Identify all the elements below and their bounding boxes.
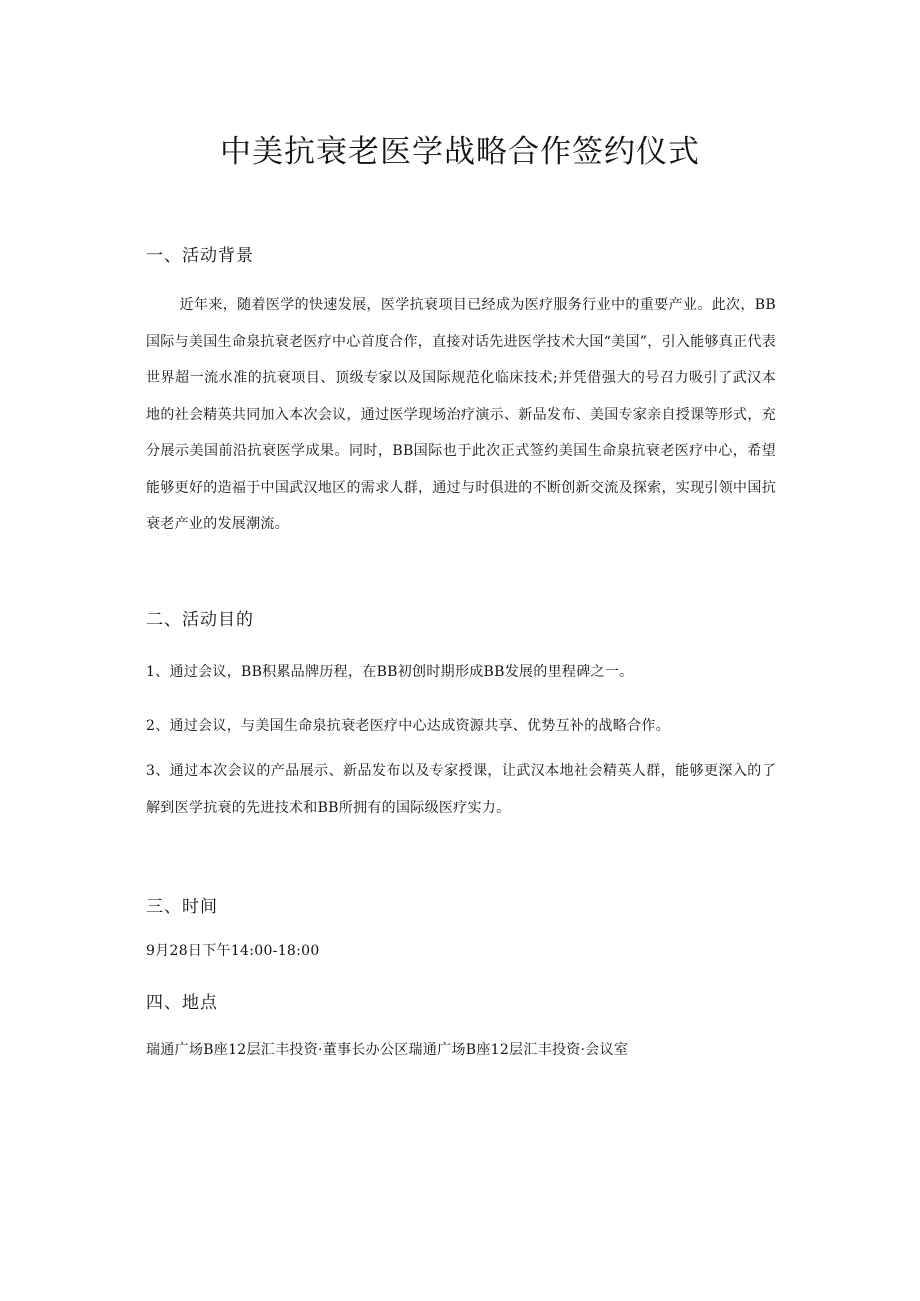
event-location: 瑞通广场B座12层汇丰投资·董事长办公区瑞通广场B座12层汇丰投资·会议室 (146, 1042, 629, 1058)
section-heading-background: 一、活动背景 (146, 246, 254, 266)
section-heading-time: 三、时间 (146, 897, 218, 917)
document-title: 中美抗衰老医学战略合作签约仪式 (220, 134, 700, 170)
section-heading-location: 四、地点 (146, 993, 218, 1013)
purpose-item-1: 1、通过会议，BB积累品牌历程，在BB初创时期形成BB发展的里程碑之一。 (146, 664, 634, 680)
section-body-background: 近年来，随着医学的快速发展，医学抗衰项目已经成为医疗服务行业中的重要产业。此次，BB国际与美国生命泉抗衰老医疗中心首度合作，直接对话先进医学技术大国“美国”，引入能够真正代表世界超一流水准的抗衰项目、顶级专家以及国际规范化临床技术;并凭借强大的号召力吸引了武汉本地的社会精英共同加入本次会议，通过医学现场治疗演示、新品发布、美国专家亲自授课等形式，充分展示美国前沿抗衰医学成果。同时，BB国际也于此次正式签约美国生命泉抗衰老医疗中心，希望能够更好的造福于中国武汉地区的需求人群，通过与时俱进的不断创新交流及探索，实现引领中国抗衰老产业的发展潮流。 (146, 297, 776, 532)
purpose-item-3: 3、通过本次会议的产品展示、新品发布以及专家授课，让武汉本地社会精英人群，能够更深入的了解到医学抗衰的先进技术和BB所拥有的国际级医疗实力。 (146, 763, 776, 816)
event-time: 9月28日下午14:00-18:00 (146, 943, 320, 959)
section-heading-purpose: 二、活动目的 (146, 610, 254, 630)
purpose-item-2: 2、通过会议，与美国生命泉抗衰老医疗中心达成资源共享、优势互补的战略合作。 (146, 718, 671, 734)
